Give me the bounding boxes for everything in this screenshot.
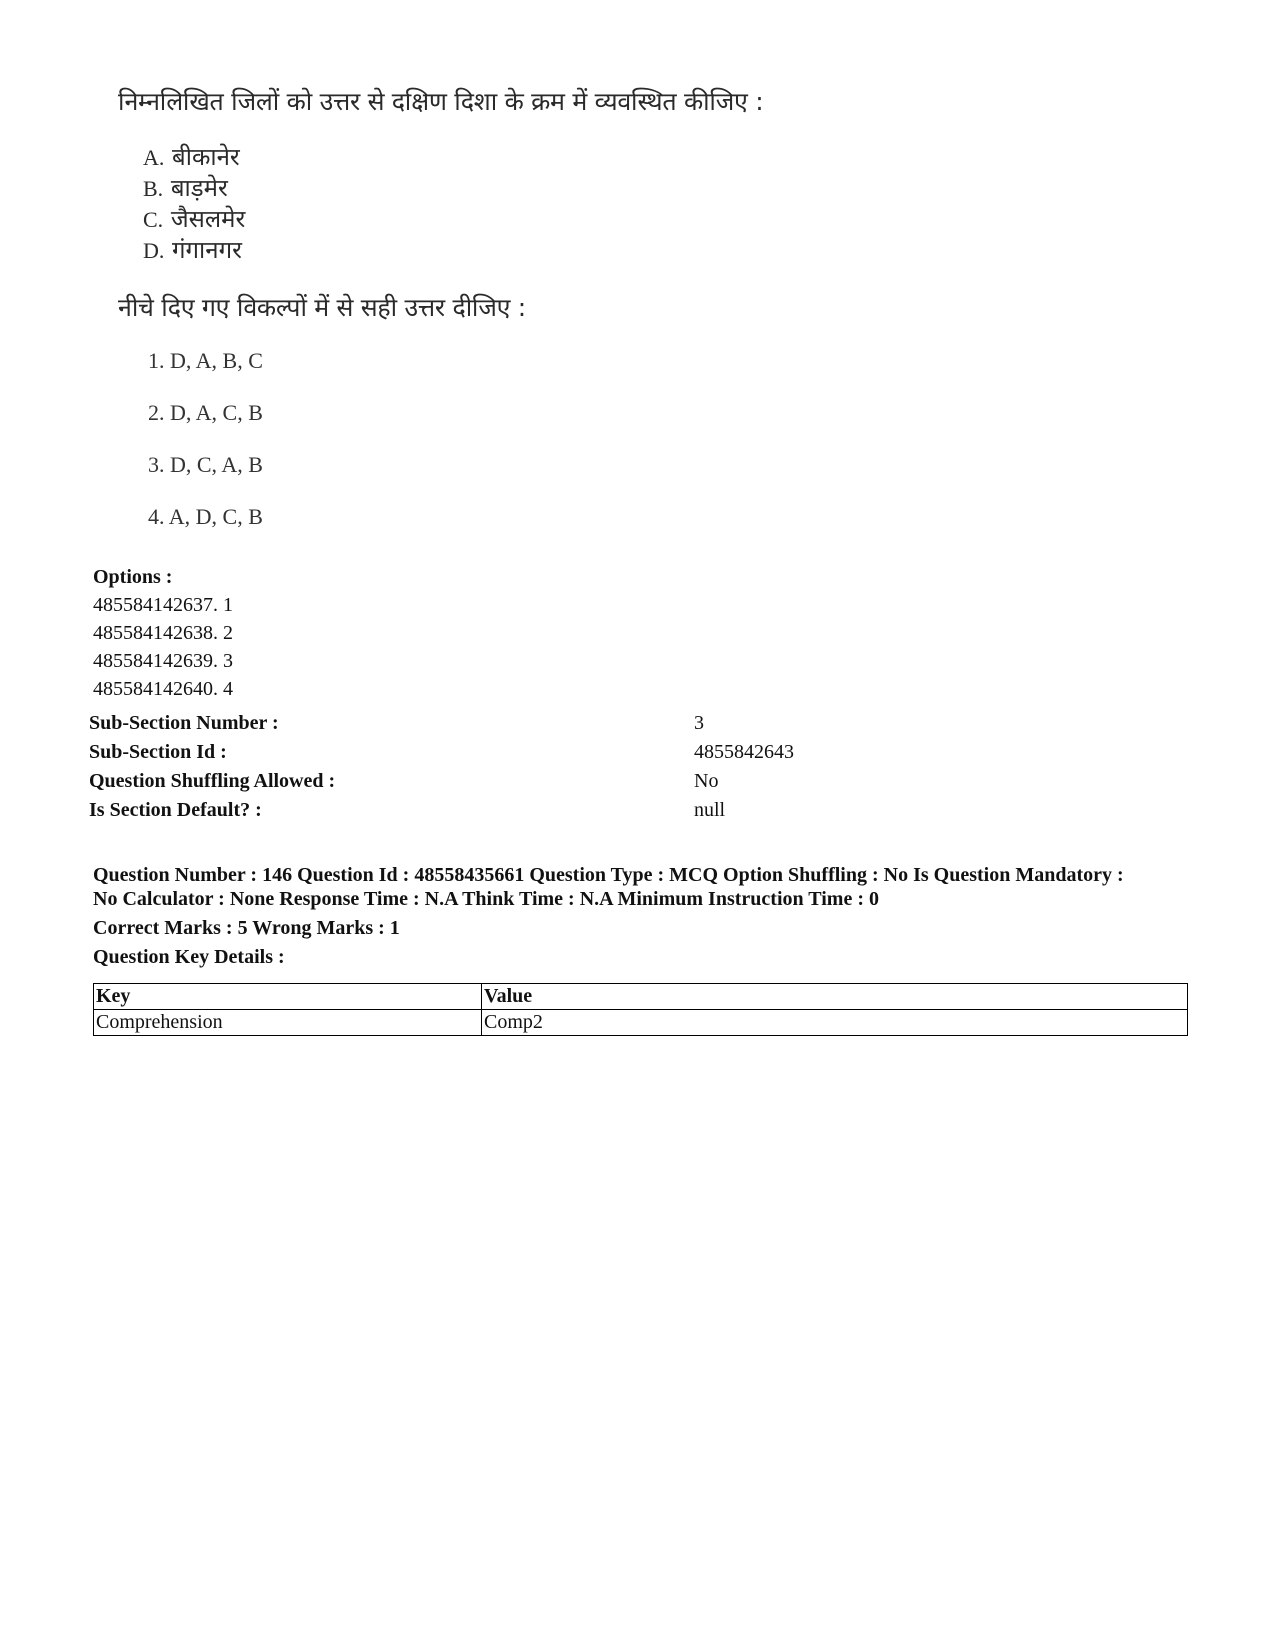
option-id-1: 485584142637. 1	[93, 594, 233, 616]
item-text: गंगानगर	[172, 236, 242, 264]
section-default-label: Is Section Default? :	[89, 799, 262, 821]
item-letter: B.	[143, 176, 164, 201]
table-header-row	[94, 984, 1188, 1010]
answer-choice-1: 1. D, A, B, C	[148, 348, 263, 373]
option-id-2: 485584142638. 2	[93, 622, 233, 644]
table-row	[94, 1010, 1188, 1036]
question-key-table	[93, 983, 1188, 1036]
item-text: बाड़मेर	[170, 174, 228, 202]
item-text: बीकानेर	[172, 143, 240, 171]
question-header-line-1: Question Number : 146 Question Id : 48558435661 Question Type : MCQ Option Shuffling : No Is Question Mandatory :	[93, 864, 1124, 886]
subsection-id-label: Sub-Section Id :	[89, 741, 227, 763]
table-header-value: Value	[482, 984, 1188, 1010]
question-prompt: निम्नलिखित जिलों को उत्तर से दक्षिण दिशा के क्रम में व्यवस्थित कीजिए :	[118, 87, 764, 116]
item-letter: D.	[143, 238, 165, 263]
subsection-id-value: 4855842643	[694, 741, 794, 763]
item-letter: A.	[143, 145, 165, 170]
table-cell-key: Comprehension	[94, 1010, 482, 1036]
question-item-a	[143, 140, 240, 173]
table-header-key: Key	[94, 984, 482, 1010]
section-default-value: null	[694, 799, 726, 821]
answer-choice-4: 4. A, D, C, B	[148, 504, 263, 529]
question-header-line-2: No Calculator : None Response Time : N.A Think Time : N.A Minimum Instruction Time : 0	[93, 888, 879, 910]
question-item-d	[143, 233, 242, 266]
option-id-3: 485584142639. 3	[93, 650, 233, 672]
option-id-4: 485584142640. 4	[93, 678, 233, 700]
answer-choice-3: 3. D, C, A, B	[148, 452, 263, 477]
question-shuffling-label: Question Shuffling Allowed :	[89, 770, 336, 792]
subsection-number-value: 3	[694, 712, 704, 734]
item-letter: C.	[143, 207, 164, 232]
key-details-label: Question Key Details :	[93, 946, 285, 968]
subsection-number-label: Sub-Section Number :	[89, 712, 279, 734]
table-cell-value: Comp2	[482, 1010, 1188, 1036]
question-item-b	[143, 171, 228, 204]
item-text: जैसलमेर	[170, 205, 246, 233]
marks-line: Correct Marks : 5 Wrong Marks : 1	[93, 917, 400, 939]
question-instruction: नीचे दिए गए विकल्पों में से सही उत्तर दीजिए :	[118, 293, 526, 322]
question-shuffling-value: No	[694, 770, 719, 792]
question-item-c	[143, 202, 245, 235]
options-label: Options :	[93, 566, 173, 588]
answer-choice-2: 2. D, A, C, B	[148, 400, 263, 425]
